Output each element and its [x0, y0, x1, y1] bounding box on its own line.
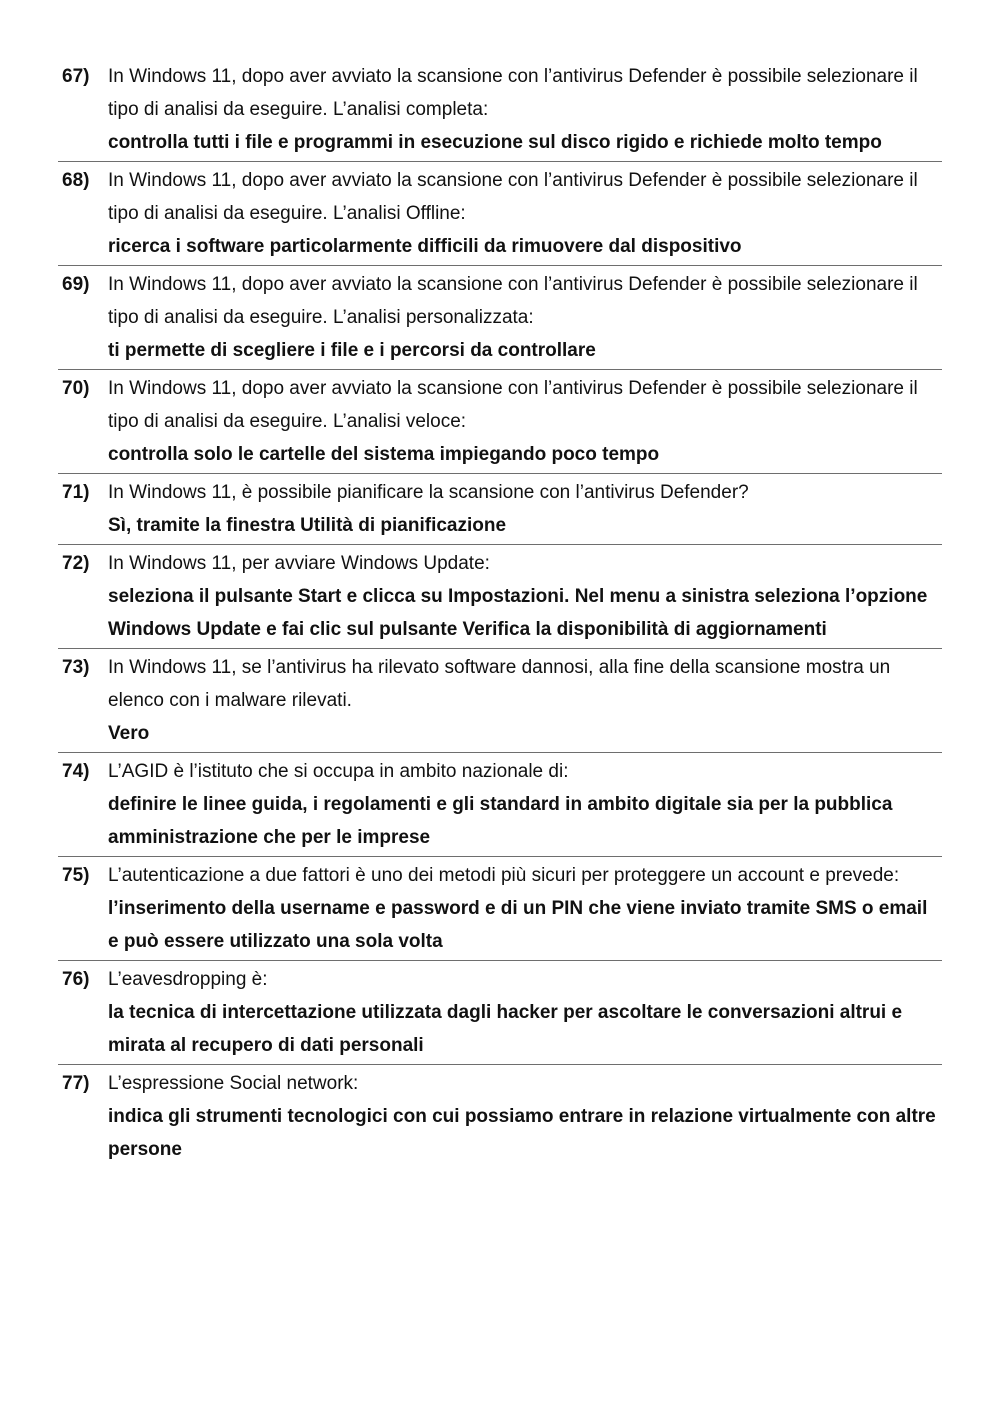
answer-text: controlla solo le cartelle del sistema impiegando poco tempo — [108, 444, 660, 465]
question-number: 71) — [62, 482, 90, 503]
question-number: 68) — [62, 170, 90, 191]
qa-body — [108, 476, 942, 542]
answer-text: la tecnica di intercettazione utilizzata dagli hacker per ascoltare le conversazioni altrui e mirata al recupero di dati personali — [108, 1002, 903, 1056]
qa-item — [58, 961, 942, 1065]
question-number: 69) — [62, 274, 90, 295]
question-number: 70) — [62, 378, 90, 399]
question-text: In Windows 11, dopo aver avviato la scansione con l’antivirus Defender è possibile selezionare il tipo di analisi da eseguire. L’analisi completa: — [108, 66, 918, 120]
qa-body — [108, 372, 942, 471]
answer-text: seleziona il pulsante Start e clicca su Impostazioni. Nel menu a sinistra seleziona l’opzione Windows Update e fai clic sul pulsante Verifica la disponibilità di aggiornamenti — [108, 586, 928, 640]
answer-text: Sì, tramite la finestra Utilità di pianificazione — [108, 515, 507, 536]
answer-text: Vero — [108, 723, 150, 744]
question-list — [58, 58, 942, 1168]
qa-body — [108, 268, 942, 367]
question-number: 77) — [62, 1073, 90, 1094]
question-text: In Windows 11, dopo aver avviato la scansione con l’antivirus Defender è possibile selezionare il tipo di analisi da eseguire. L’analisi personalizzata: — [108, 274, 918, 328]
qa-body — [108, 651, 942, 750]
qa-body — [108, 164, 942, 263]
qa-body — [108, 547, 942, 646]
answer-text: ricerca i software particolarmente difficili da rimuovere dal dispositivo — [108, 236, 742, 257]
answer-text: l’inserimento della username e password e di un PIN che viene inviato tramite SMS o email e può essere utilizzato una sola volta — [108, 898, 928, 952]
question-number: 74) — [62, 761, 90, 782]
qa-item — [58, 545, 942, 649]
qa-item — [58, 162, 942, 266]
answer-text: ti permette di scegliere i file e i percorsi da controllare — [108, 340, 596, 361]
question-text: In Windows 11, dopo aver avviato la scansione con l’antivirus Defender è possibile selezionare il tipo di analisi da eseguire. L’analisi Offline: — [108, 170, 918, 224]
qa-item — [58, 266, 942, 370]
question-text: L’espressione Social network: — [108, 1073, 359, 1094]
answer-text: controlla tutti i file e programmi in esecuzione sul disco rigido e richiede molto tempo — [108, 132, 882, 153]
qa-body — [108, 963, 942, 1062]
qa-item — [58, 1065, 942, 1168]
qa-item — [58, 370, 942, 474]
qa-body — [108, 60, 942, 159]
question-text: In Windows 11, per avviare Windows Update: — [108, 553, 490, 574]
answer-text: indica gli strumenti tecnologici con cui possiamo entrare in relazione virtualmente con altre persone — [108, 1106, 936, 1160]
question-text: In Windows 11, se l’antivirus ha rilevato software dannosi, alla fine della scansione mostra un elenco con i malware rilevati. — [108, 657, 891, 711]
qa-body — [108, 1067, 942, 1166]
answer-text: definire le linee guida, i regolamenti e gli standard in ambito digitale sia per la pubblica amministrazione che per le imprese — [108, 794, 893, 848]
question-number: 72) — [62, 553, 90, 574]
question-text: L’AGID è l’istituto che si occupa in ambito nazionale di: — [108, 761, 569, 782]
question-number: 75) — [62, 865, 90, 886]
qa-item — [58, 857, 942, 961]
question-text: L’eavesdropping è: — [108, 969, 268, 990]
question-text: L’autenticazione a due fattori è uno dei metodi più sicuri per proteggere un account e prevede: — [108, 865, 900, 886]
question-text: In Windows 11, dopo aver avviato la scansione con l’antivirus Defender è possibile selezionare il tipo di analisi da eseguire. L’analisi veloce: — [108, 378, 918, 432]
qa-body — [108, 859, 942, 958]
qa-item — [58, 753, 942, 857]
qa-item — [58, 649, 942, 753]
qa-item — [58, 58, 942, 162]
qa-item — [58, 474, 942, 545]
question-text: In Windows 11, è possibile pianificare la scansione con l’antivirus Defender? — [108, 482, 749, 503]
question-number: 76) — [62, 969, 90, 990]
question-number: 67) — [62, 66, 90, 87]
question-number: 73) — [62, 657, 90, 678]
qa-body — [108, 755, 942, 854]
